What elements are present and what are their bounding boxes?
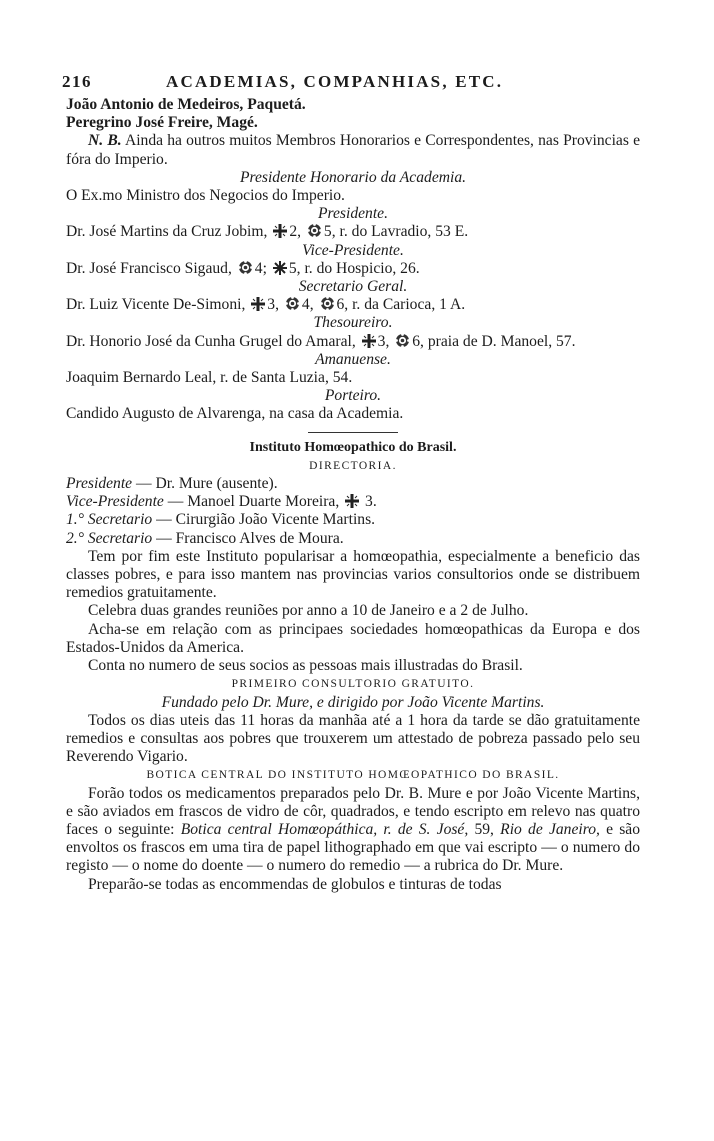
- botica-heading: BOTICA CENTRAL DO INSTITUTO HOMŒOPATHICO DO BRASIL.: [146, 769, 560, 782]
- order-star-icon: [273, 261, 287, 275]
- order-rose-icon: [238, 260, 253, 275]
- institute-title: Instituto Homœopathico do Brasil.: [249, 439, 457, 455]
- honorary-president: O Ex.mo Ministro dos Negocios do Imperio.: [66, 187, 345, 205]
- institute-paragraph: Conta no numero de seus socios as pessoas mais illustradas do Brasil.: [88, 657, 523, 675]
- board-entry: 1.° Secretario — Cirurgião João Vicente Martins.: [66, 511, 376, 529]
- board-entry: Vice-Presidente — Manoel Duarte Moreira, 3.: [66, 493, 377, 511]
- consultorio-paragraph: Todos os dias uteis das 11 horas da manhãa até a 1 hora da tarde se dão gratuitamente remedios e consultas aos pobres que trouxerem um attestado de pobreza passado pelo seu Reverendo Vigario.: [66, 711, 640, 766]
- porter-entry: Candido Augusto de Alvarenga, na casa da Academia.: [66, 405, 404, 423]
- institute-paragraph: Acha-se em relação com as principaes sociedades homœopathicas da Europa e dos Estados-Unidos da America.: [66, 620, 640, 656]
- honorary-president-title: Presidente Honorario da Academia.: [239, 168, 467, 186]
- order-cross-icon: [273, 224, 287, 238]
- porter-title: Porteiro.: [324, 387, 382, 405]
- treasurer-entry: Dr. Honorio José da Cunha Grugel do Amaral, 3, 6, praia de D. Manoel, 57.: [66, 332, 576, 350]
- consultorio-heading: PRIMEIRO CONSULTORIO GRATUITO.: [231, 678, 475, 691]
- board-entry: Presidente — Dr. Mure (ausente).: [66, 475, 278, 493]
- consultorio-founded: Fundado pelo Dr. Mure, e dirigido por João Vicente Martins.: [161, 693, 545, 711]
- order-rose-icon: [320, 296, 335, 311]
- institute-paragraph: Celebra duas grandes reuniões por anno a 10 de Janeiro e a 2 de Julho.: [88, 602, 529, 620]
- clerk-entry: Joaquim Bernardo Leal, r. de Santa Luzia, 54.: [66, 369, 353, 387]
- member-line: Peregrino José Freire, Magé.: [66, 114, 258, 132]
- president-title: Presidente.: [317, 205, 388, 223]
- order-cross-icon: [362, 334, 376, 348]
- nb-lead: N. B.: [88, 132, 122, 150]
- clerk-title: Amanuense.: [315, 350, 391, 368]
- running-title: ACADEMIAS, COMPANHIAS, ETC.: [166, 72, 504, 91]
- nb-note: [66, 132, 640, 168]
- institute-paragraph: Tem por fim este Instituto popularisar a homœopathia, especialmente a beneficio das classes pobres, e para isso mantem nas provincias varios consultorios onde se distribuem remedios gratuitamente.: [66, 547, 640, 602]
- order-rose-icon: [285, 296, 300, 311]
- vice-president-entry: Dr. José Francisco Sigaud, 4; 5, r. do Hospicio, 26.: [66, 259, 420, 277]
- section-divider: [308, 432, 398, 433]
- secretary-title: Secretario Geral.: [298, 278, 408, 296]
- botica-last-line: Preparão-se todas as encommendas de globulos e tinturas de todas: [88, 875, 502, 893]
- directory-heading: DIRECTORIA.: [309, 459, 397, 472]
- treasurer-title: Thesoureiro.: [313, 314, 393, 332]
- order-rose-icon: [307, 223, 322, 238]
- president-entry: Dr. José Martins da Cruz Jobim, 2, 5, r. do Lavradio, 53 E.: [66, 223, 469, 241]
- botica-paragraph: Forão todos os medicamentos preparados pelo Dr. B. Mure e por João Vicente Martins, e são aviados em frascos de vidro de côr, quadrados, e tendo escripto em relevo nas quatro faces o seguinte: Botica central Homœopáthica, r. de S. José, 59, Rio de Janeiro, e são envoltos os frascos em uma tira de papel lithographado em que vai escripto — o numero do registo — o nome do doente — o numero do remedio — a rubrica do Dr. Mure.: [66, 784, 641, 875]
- order-cross-icon: [251, 297, 265, 311]
- text-column: [66, 96, 640, 894]
- nb-text: Ainda ha outros muitos Membros Honorarios e Correspondentes, nas Provincias e fóra do Imperio.: [66, 132, 640, 168]
- board-entry: 2.° Secretario — Francisco Alves de Moura.: [66, 529, 344, 547]
- member-line: João Antonio de Medeiros, Paquetá.: [66, 96, 306, 113]
- order-rose-icon: [395, 333, 410, 348]
- page-number: 216: [62, 72, 92, 91]
- vice-president-title: Vice-Presidente.: [302, 241, 404, 259]
- order-cross-icon: [345, 494, 359, 508]
- secretary-entry: Dr. Luiz Vicente De-Simoni, 3, 4, 6, r. da Carioca, 1 A.: [66, 296, 466, 314]
